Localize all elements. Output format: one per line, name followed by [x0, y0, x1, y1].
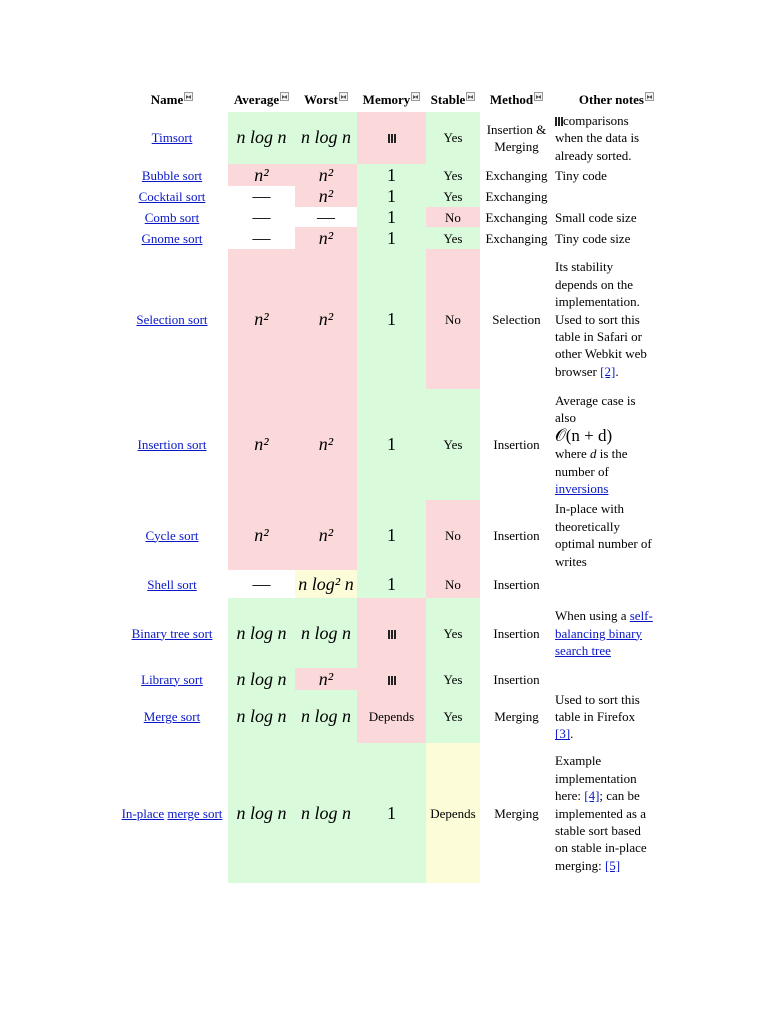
- average-cell: n log n: [228, 112, 295, 164]
- memory-cell: 1: [357, 249, 426, 389]
- worst-cell: n log n: [295, 598, 357, 668]
- average-cell: n log n: [228, 598, 295, 668]
- memory-cell: 1: [357, 570, 426, 598]
- algorithm-link[interactable]: Cycle sort: [145, 527, 199, 543]
- inversions-link[interactable]: inversions: [555, 481, 609, 497]
- algorithm-link[interactable]: Merge sort: [143, 709, 201, 725]
- header-stable-label: Stable: [430, 92, 466, 108]
- header-name-label: Name: [150, 92, 184, 108]
- worst-cell: n log² n: [295, 570, 357, 598]
- average-cell: n log n: [228, 743, 295, 883]
- algorithm-name-cell: [116, 500, 228, 570]
- sort-icon[interactable]: [645, 92, 654, 101]
- header-memory-label: Memory: [362, 92, 411, 108]
- table-row: [116, 389, 656, 500]
- sort-icon[interactable]: [466, 92, 475, 101]
- memory-cell: Depends: [357, 690, 426, 743]
- average-value: —: [252, 206, 271, 227]
- algorithm-link[interactable]: Gnome sort: [141, 230, 203, 246]
- worst-cell: n²: [295, 164, 357, 186]
- algorithm-name-cell: [116, 186, 228, 207]
- average-cell: n²: [228, 249, 295, 389]
- memory-cell: [357, 668, 426, 690]
- sort-icon[interactable]: [339, 92, 348, 101]
- average-cell: [228, 570, 295, 598]
- memory-cell: 1: [357, 743, 426, 883]
- self-balancing-bst-link[interactable]: self-balancing binary search tree: [555, 608, 653, 658]
- table-row: [116, 598, 656, 668]
- memory-cell: 1: [357, 186, 426, 207]
- average-cell: n log n: [228, 690, 295, 743]
- average-value: —: [252, 186, 271, 207]
- average-cell: n²: [228, 164, 295, 186]
- algorithm-link[interactable]: Insertion sort: [137, 437, 207, 453]
- reference-link[interactable]: [4]: [584, 788, 600, 804]
- memory-cell: 1: [357, 500, 426, 570]
- method-cell: Exchanging: [485, 230, 548, 246]
- notes-text: ; can be implemented as a stable sort based on stable in-place merging:: [555, 788, 647, 873]
- notes-cell: [553, 112, 656, 164]
- header-method-label: Method: [489, 92, 534, 108]
- average-cell: n²: [228, 500, 295, 570]
- header-row: [116, 88, 656, 112]
- header-average-label: Average: [233, 92, 280, 108]
- algorithm-name-cell: [116, 207, 228, 227]
- method-cell: Insertion: [493, 437, 540, 453]
- method-cell: Exchanging: [485, 209, 548, 225]
- notes-cell: [553, 743, 656, 883]
- stable-cell: No: [426, 500, 480, 570]
- worst-cell: [295, 207, 357, 227]
- method-cell: Insertion: [493, 671, 540, 687]
- worst-cell: n²: [295, 227, 357, 249]
- algorithm-link[interactable]: Timsort: [151, 130, 193, 146]
- stable-cell: Yes: [426, 186, 480, 207]
- memory-cell: 1: [357, 227, 426, 249]
- notes-cell: [553, 668, 656, 690]
- worst-value: —: [317, 206, 335, 227]
- notes-formula: 𝒪(n + d): [555, 425, 613, 445]
- algorithm-link[interactable]: Cocktail sort: [138, 189, 206, 205]
- method-cell: Selection: [492, 311, 541, 327]
- memory-cell: [357, 112, 426, 164]
- method-cell: Insertion: [493, 527, 540, 543]
- algorithm-name-cell: [116, 389, 228, 500]
- algorithm-name-cell: [116, 690, 228, 743]
- notes-cell: [553, 186, 656, 207]
- method-cell: Merging: [494, 805, 539, 821]
- worst-cell: n log n: [295, 743, 357, 883]
- stable-cell: Yes: [426, 227, 480, 249]
- worst-cell: n²: [295, 668, 357, 690]
- stable-cell: Yes: [426, 668, 480, 690]
- algorithm-link[interactable]: Binary tree sort: [131, 625, 213, 641]
- notes-cell: [553, 690, 656, 743]
- worst-cell: n²: [295, 389, 357, 500]
- method-cell: Insertion: [493, 576, 540, 592]
- notes-text: .: [615, 363, 619, 379]
- method-cell: Exchanging: [485, 189, 548, 205]
- memory-cell: [357, 598, 426, 668]
- notes-text: Example implementation here:: [555, 753, 637, 804]
- algorithm-link[interactable]: Selection sort: [136, 311, 208, 327]
- algorithm-name-cell: [116, 249, 228, 389]
- table-row: [116, 227, 656, 249]
- reference-link[interactable]: [2]: [600, 363, 616, 379]
- sorting-algorithms-table: [116, 88, 656, 883]
- average-cell: n²: [228, 389, 295, 500]
- method-cell: Merging: [494, 709, 539, 725]
- average-cell: [228, 207, 295, 227]
- notes-cell: In-place with theoretically optimal number of writes: [555, 501, 652, 569]
- notes-cell: Tiny code: [555, 167, 607, 183]
- notes-text: .: [570, 726, 574, 742]
- table-row: [116, 249, 656, 389]
- algorithm-link[interactable]: Comb sort: [144, 209, 200, 225]
- notes-cell: [553, 570, 656, 598]
- average-cell: [228, 227, 295, 249]
- header-worst[interactable]: [295, 88, 357, 112]
- stable-cell: Yes: [426, 164, 480, 186]
- algorithm-name-cell: [116, 598, 228, 668]
- table-row: [116, 164, 656, 186]
- algorithm-name-cell: [116, 668, 228, 690]
- stable-cell: Yes: [426, 389, 480, 500]
- formula-placeholder-icon: [388, 630, 396, 639]
- average-value: —: [252, 573, 271, 594]
- header-worst-label: Worst: [304, 92, 338, 108]
- formula-placeholder-icon: [388, 676, 396, 685]
- algorithm-link[interactable]: Bubble sort: [141, 167, 203, 183]
- average-value: —: [252, 227, 271, 248]
- notes-text: Used to sort this table in Firefox: [555, 691, 640, 725]
- algorithm-link[interactable]: Library sort: [141, 671, 203, 687]
- table-row: [116, 570, 656, 598]
- worst-cell: n²: [295, 186, 357, 207]
- method-cell: Insertion: [493, 625, 540, 641]
- notes-text: is the number of: [555, 446, 628, 479]
- notes-variable: d: [590, 446, 597, 462]
- reference-link[interactable]: [3]: [555, 726, 571, 742]
- method-cell: Insertion & Merging: [486, 121, 547, 155]
- stable-cell: No: [426, 570, 480, 598]
- formula-placeholder-icon: [388, 134, 396, 143]
- notes-text: where: [555, 446, 587, 462]
- notes-cell: Small code size: [555, 209, 637, 225]
- algorithm-name-cell: [116, 164, 228, 186]
- notes-cell: [553, 249, 656, 389]
- formula-placeholder-icon: [555, 117, 563, 126]
- in-place-link[interactable]: In-place: [121, 805, 165, 821]
- sort-icon[interactable]: [534, 92, 543, 101]
- sort-icon[interactable]: [411, 92, 420, 101]
- header-method[interactable]: [480, 88, 553, 112]
- method-cell: Exchanging: [485, 167, 548, 183]
- average-cell: [228, 186, 295, 207]
- notes-text: When using a: [555, 608, 627, 624]
- table-row: [116, 207, 656, 227]
- header-memory[interactable]: [357, 88, 426, 112]
- notes-cell: [553, 598, 656, 668]
- merge-sort-link[interactable]: merge sort: [167, 805, 223, 821]
- worst-cell: n²: [295, 249, 357, 389]
- algorithm-name-cell: [116, 743, 228, 883]
- memory-cell: 1: [357, 207, 426, 227]
- header-notes[interactable]: [553, 88, 656, 112]
- memory-cell: 1: [357, 389, 426, 500]
- notes-cell: Tiny code size: [555, 230, 631, 246]
- table-row: [116, 112, 656, 164]
- table-row: [116, 668, 656, 690]
- header-stable[interactable]: [426, 88, 480, 112]
- stable-cell: Yes: [426, 690, 480, 743]
- sort-icon[interactable]: [184, 92, 193, 101]
- notes-text: comparisons when the data is already sorted.: [555, 113, 640, 163]
- stable-cell: No: [426, 249, 480, 389]
- notes-cell: [553, 389, 656, 500]
- memory-cell: 1: [357, 164, 426, 186]
- stable-cell: Depends: [426, 743, 480, 883]
- algorithm-name-cell: [116, 227, 228, 249]
- average-cell: n log n: [228, 668, 295, 690]
- table-row: [116, 500, 656, 570]
- reference-link[interactable]: [5]: [604, 857, 621, 873]
- stable-cell: Yes: [426, 598, 480, 668]
- algorithm-link[interactable]: Shell sort: [147, 576, 197, 592]
- header-average[interactable]: [228, 88, 295, 112]
- algorithm-name-cell: [116, 570, 228, 598]
- notes-text: Average case is also: [555, 393, 636, 426]
- algorithm-name-cell: [116, 112, 228, 164]
- stable-cell: Yes: [426, 112, 480, 164]
- worst-cell: n log n: [295, 112, 357, 164]
- table-row: [116, 690, 656, 743]
- table-row: [116, 186, 656, 207]
- notes-text: Its stability depends on the implementation. Used to sort this table in Safari or other Webkit web browser: [555, 259, 647, 379]
- header-notes-label: Other notes: [578, 92, 644, 108]
- stable-cell: No: [426, 207, 480, 227]
- worst-cell: n log n: [295, 690, 357, 743]
- table-row: [116, 743, 656, 883]
- sort-icon[interactable]: [280, 92, 289, 101]
- worst-cell: n²: [295, 500, 357, 570]
- header-name[interactable]: [116, 88, 228, 112]
